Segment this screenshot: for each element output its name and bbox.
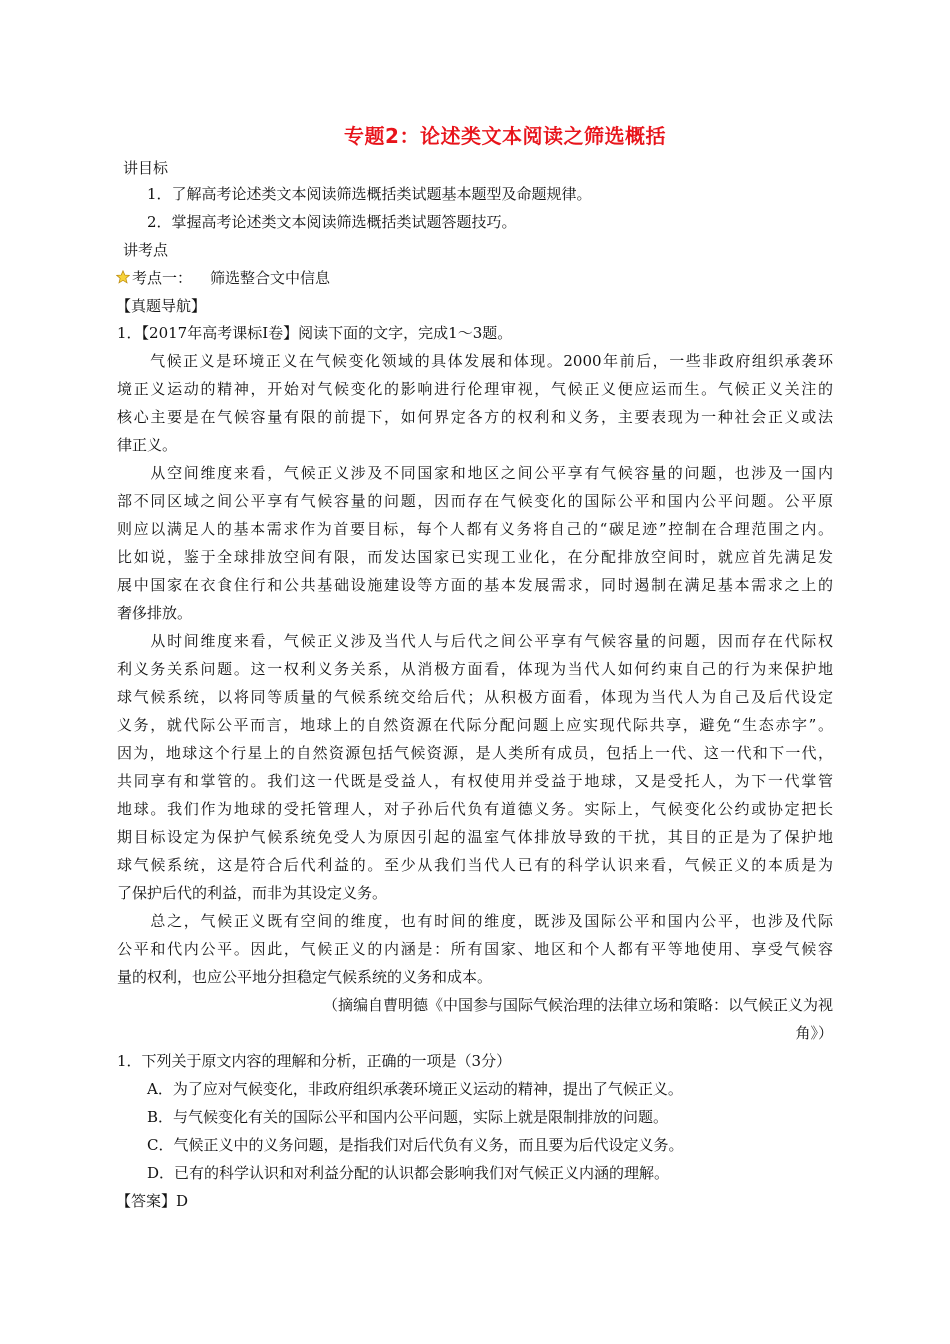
option-d: D．已有的科学认识和对利益分配的认识都会影响我们对气候正义内涵的理解。	[147, 1164, 670, 1182]
source-citation-line1: （摘编自曹明德《中国参与国际气候治理的法律立场和策略：以气候正义为视	[322, 996, 833, 1014]
objective-item-2: 2．掌握高考论述类文本阅读筛选概括类试题答题技巧。	[147, 213, 517, 231]
question-intro: 1．【2017年高考课标Ⅰ卷】阅读下面的文字，完成1～3题。	[117, 324, 513, 342]
passage-line: 比如说，鉴于全球排放空间有限，而发达国家已实现工业化，在分配排放空间时，就应首先满足发	[117, 548, 833, 566]
passage-line: 气候正义是环境正义在气候变化领域的具体发展和体现。2000年前后，一些非政府组织承袭环	[117, 352, 833, 370]
passage-line: 境正义运动的精神，开始对气候变化的影响进行伦理审视，气候正义便应运而生。气候正义关注的	[117, 380, 833, 398]
passage-line: 则应以满足人的基本需求作为首要目标，每个人都有义务将自己的“碳足迹”控制在合理范围之内。	[117, 520, 833, 538]
passage-line: 部不同区域之间公平享有气候容量的问题，因而存在气候变化的国际公平和国内公平问题。公平原	[117, 492, 833, 510]
objectives-heading: 讲目标	[123, 159, 169, 177]
page-title: 专题2：论述类文本阅读之筛选概括	[344, 124, 666, 148]
passage-line: 公平和代内公平。因此，气候正义的内涵是：所有国家、地区和个人都有平等地使用、享受气候容	[117, 940, 833, 958]
question-stem: 1．下列关于原文内容的理解和分析，正确的一项是（3分）	[117, 1052, 512, 1070]
exam-guide-heading: 【真题导航】	[116, 297, 207, 315]
passage-line: 了保护后代的利益，而非为其设定义务。	[117, 884, 388, 902]
passage-line: 从空间维度来看，气候正义涉及不同国家和地区之间公平享有气候容量的问题，也涉及一国内	[117, 464, 833, 482]
passage-line: 从时间维度来看，气候正义涉及当代人与后代之间公平享有气候容量的问题，因而存在代际权	[117, 632, 833, 650]
passage-line: 球气候系统，以将同等质量的气候系统交给后代；从积极方面看，体现为当代人为自己及后代设定	[117, 688, 833, 706]
point1-text: 筛选整合文中信息	[210, 269, 331, 287]
passage-line: 义务，就代际公平而言，地球上的自然资源在代际分配问题上应实现代际共享，避免“生态赤字”。	[117, 716, 833, 734]
passage-line: 总之，气候正义既有空间的维度，也有时间的维度，既涉及国际公平和国内公平，也涉及代际	[117, 912, 833, 930]
option-c: C．气候正义中的义务问题，是指我们对后代负有义务，而且要为后代设定义务。	[147, 1136, 684, 1154]
passage-line: 球气候系统，这是符合后代利益的。至少从我们当代人已有的科学认识来看，气候正义的本质是为	[117, 856, 833, 874]
point1-label: 考点一：	[132, 269, 193, 287]
passage-line: 地球。我们作为地球的受托管理人，对子孙后代负有道德义务。实际上，气候变化公约或协定把长	[117, 800, 833, 818]
objective-item-1: 1．了解高考论述类文本阅读筛选概括类试题基本题型及命题规律。	[147, 185, 592, 203]
passage-line: 律正义。	[117, 436, 178, 454]
passage-line: 奢侈排放。	[117, 604, 193, 622]
passage-line: 共同享有和掌管的。我们这一代既是受益人，有权使用并受益于地球，又是受托人，为下一代掌管	[117, 772, 833, 790]
option-a: A．为了应对气候变化，非政府组织承袭环境正义运动的精神，提出了气候正义。	[147, 1080, 683, 1098]
option-b: B．与气候变化有关的国际公平和国内公平问题，实际上就是限制排放的问题。	[147, 1108, 669, 1126]
passage-line: 核心主要是在气候容量有限的前提下，如何界定各方的权利和义务，主要表现为一种社会正义或法	[117, 408, 833, 426]
source-citation-line2: 角》）	[795, 1024, 833, 1042]
passage-line: 量的权利，也应公平地分担稳定气候系统的义务和成本。	[117, 968, 493, 986]
passage-line: 因为，地球这个行星上的自然资源包括气候资源，是人类所有成员，包括上一代、这一代和下一代，	[117, 744, 833, 762]
passage-line: 期目标设定为保护气候系统免受人为原因引起的温室气体排放导致的干扰，其目的正是为了保护地	[117, 828, 833, 846]
passage-line: 利义务关系问题。这一权利义务关系，从消极方面看，体现为当代人如何约束自己的行为来保护地	[117, 660, 833, 678]
point1-row	[116, 268, 330, 288]
star-icon	[116, 270, 130, 284]
answer: 【答案】D	[116, 1192, 189, 1210]
points-heading: 讲考点	[123, 241, 169, 259]
passage-line: 展中国家在衣食住行和公共基础设施建设等方面的基本发展需求，同时遏制在满足基本需求之上的	[117, 576, 833, 594]
